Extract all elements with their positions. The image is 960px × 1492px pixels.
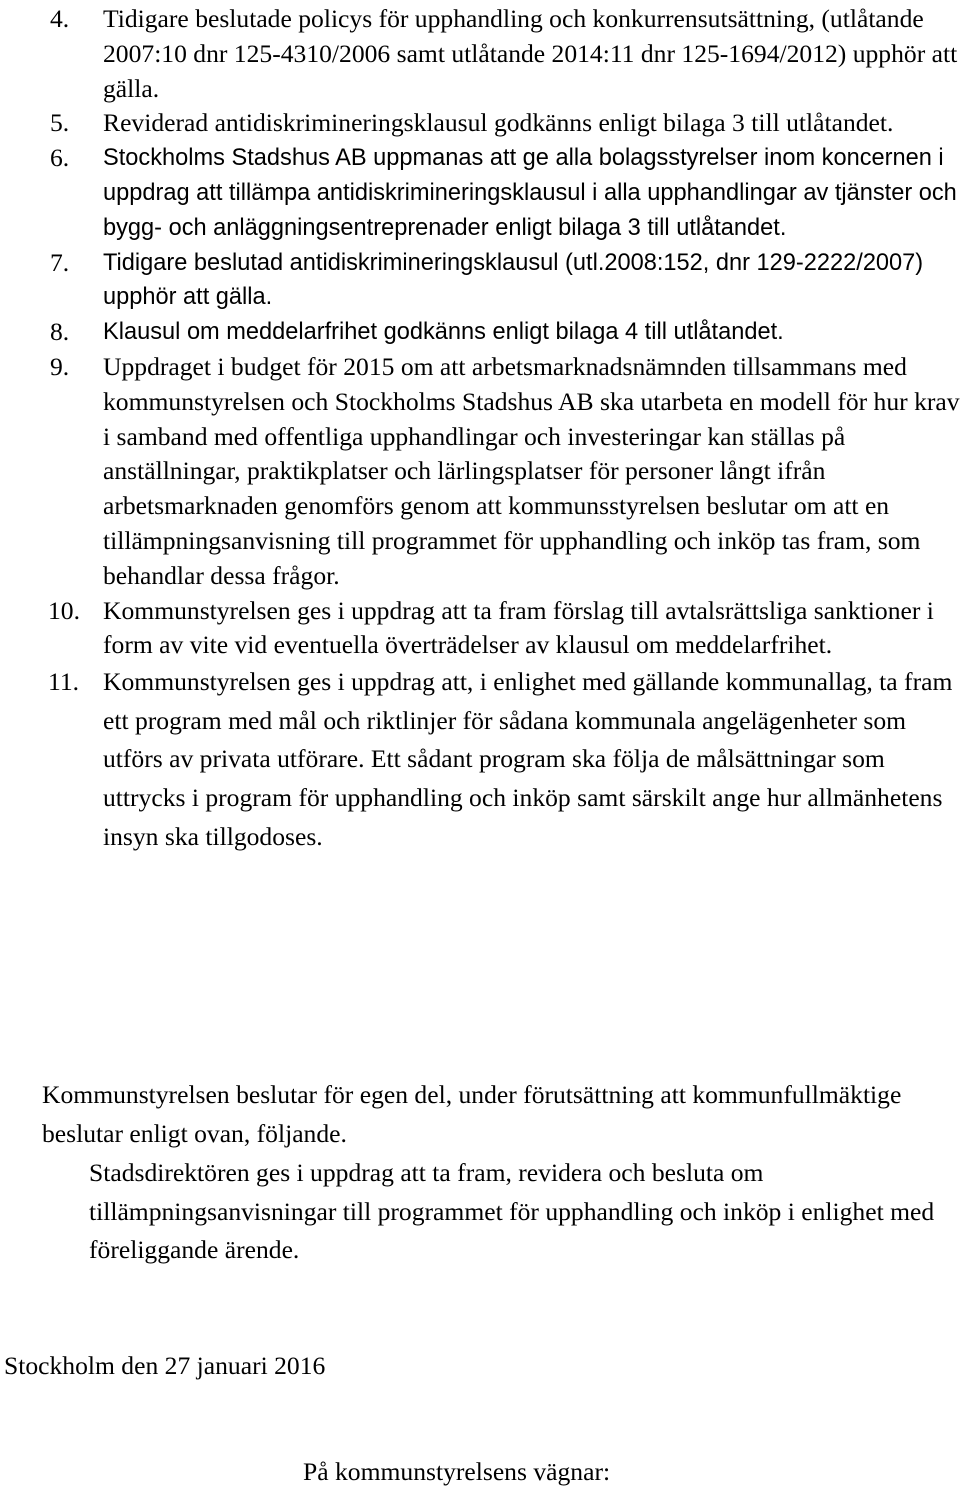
list-item-9 [0,350,960,594]
item-number: 8. [50,317,70,347]
list-item-6 [0,141,960,245]
council-intro: Kommunstyrelsen beslutar för egen del, under förutsättning att kommunfullmäktige beslutar enligt ovan, följande. [42,1080,902,1148]
place-date: Stockholm den 27 januari 2016 [4,1351,326,1380]
item-text: Reviderad antidiskrimineringsklausul godkänns enligt bilaga 3 till utlåtandet. [103,108,894,138]
decision-list [0,2,960,856]
list-item-4 [0,2,960,106]
item-number: 9. [50,351,70,381]
item-text: Kommunstyrelsen ges i uppdrag att ta fram förslag till avtalsrättsliga sanktioner i form av vite vid eventuella överträdelser av klausul om meddelarfrihet. [103,595,934,660]
item-text: Uppdraget i budget för 2015 om att arbetsmarknadsnämnden tillsammans med kommunstyrelsen och Stockholms Stadshus AB ska utarbeta en modell för hur krav i samband med offentliga upphandlingar och investeringar kan ställas på anställningar, praktikplatser och lärlingsplatser för personer långt ifrån arbetsmarknaden genomförs genom att kommunsstyrelsen beslutar om att en tillämpningsanvisning till programmet för upphandling och inköp tas fram, som behandlar dessa frågor. [103,351,960,590]
item-text: Tidigare beslutade policys för upphandling och konkurrensutsättning, (utlåtande 2007:10 dnr 125-4310/2006 samt utlåtande 2014:11 dnr 125-1694/2012) upphör att gälla. [103,4,958,103]
item-text: Klausul om meddelarfrihet godkänns enligt bilaga 4 till utlåtandet. [103,319,784,346]
list-item-11 [0,663,960,856]
list-item-10 [0,594,960,664]
item-number: 10. [48,595,80,625]
item-number: 4. [50,4,70,33]
item-text: Tidigare beslutad antidiskrimineringsklausul (utl.2008:152, dnr 129-2222/2007) upphör att gälla. [103,249,924,311]
signature-line: På kommunstyrelsens vägnar: [303,1457,611,1486]
item-number: 6. [50,143,70,173]
list-item-8 [0,315,960,350]
item-number: 5. [50,108,70,138]
list-item-7 [0,246,960,316]
item-number: 7. [50,247,70,277]
council-directive: Stadsdirektören ges i uppdrag att ta fram, revidera och besluta om tillämpningsanvisningar till programmet för upphandling och inköp i enlighet med föreliggande ärende. [89,1158,935,1264]
item-text: Stockholms Stadshus AB uppmanas att ge alla bolagsstyrelser inom koncernen i uppdrag att tillämpa antidiskrimineringsklausul i alla upphandlingar av tjänster och bygg- och anläggningsentreprenader enligt bilaga 3 till utlåtandet. [103,145,957,241]
list-item-5 [0,106,960,141]
item-text: Kommunstyrelsen ges i uppdrag att, i enlighet med gällande kommunallag, ta fram ett program med mål och riktlinjer för sådana kommunala angelägenheter som utförs av privata utförare. Ett sådant program ska följa de målsättningar som uttrycks i program för upphandling och inköp samt särskilt ange hur allmänhetens insyn ska tillgodoses. [103,667,953,851]
item-number: 11. [48,667,80,697]
